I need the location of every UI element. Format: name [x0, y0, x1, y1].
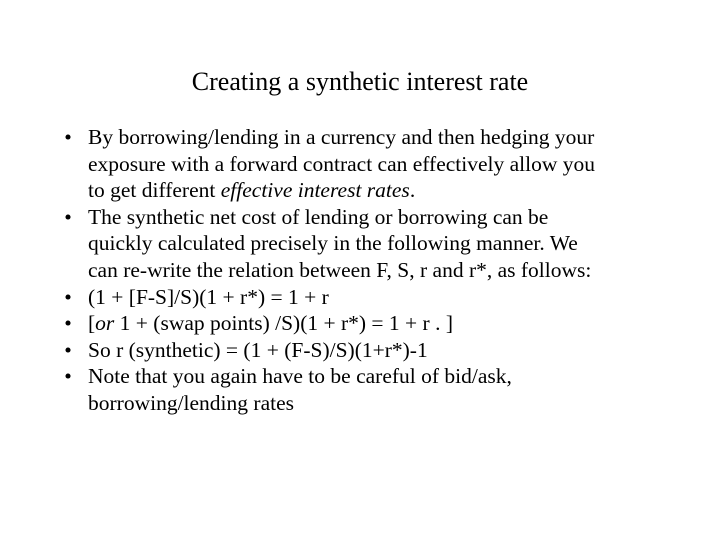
bullet-item-5	[56, 337, 696, 364]
bullet-line: exposure with a forward contract can effectively allow you	[88, 151, 596, 176]
bullet-line: borrowing/lending rates	[88, 390, 294, 415]
emphasis-text: effective interest rates	[220, 178, 410, 203]
line-text: [	[88, 311, 96, 336]
bullet-line	[88, 177, 696, 204]
bullet-item-3	[56, 284, 696, 311]
bullet-list	[56, 124, 696, 417]
bullet-line: quickly calculated precisely in the following manner. We	[88, 231, 578, 256]
bullet-line: Note that you again have to be careful of bid/ask,	[88, 364, 512, 389]
line-text: .	[409, 178, 416, 203]
bullet-item-1	[56, 124, 696, 204]
bullet-marker: •	[64, 364, 72, 389]
bullet-marker: •	[64, 125, 72, 149]
bullet-line: (1 + [F-S]/S)(1 + r*) = 1 + r	[88, 284, 329, 309]
bullet-item-2	[56, 204, 696, 284]
line-text: to get different	[88, 178, 221, 203]
bullet-item-6	[56, 363, 696, 416]
bullet-marker: •	[64, 284, 72, 309]
bullet-marker: •	[64, 204, 72, 229]
bullet-marker: •	[64, 337, 72, 362]
bullet-line: So r (synthetic) = (1 + (F-S)/S)(1+r*)-1	[88, 337, 428, 362]
slide-title: Creating a synthetic interest rate	[191, 67, 529, 96]
line-text: 1 + (swap points) /S)(1 + r*) = 1 + r . ]	[114, 311, 454, 336]
bullet-line: can re-write the relation between F, S, r and r*, as follows:	[88, 257, 592, 282]
bullet-marker: •	[64, 311, 72, 336]
emphasis-text: or	[95, 311, 115, 336]
bullet-item-4	[56, 310, 696, 337]
bullet-line	[88, 310, 696, 337]
bullet-line: By borrowing/lending in a currency and then hedging your	[88, 125, 595, 149]
bullet-line: The synthetic net cost of lending or borrowing can be	[88, 204, 549, 229]
